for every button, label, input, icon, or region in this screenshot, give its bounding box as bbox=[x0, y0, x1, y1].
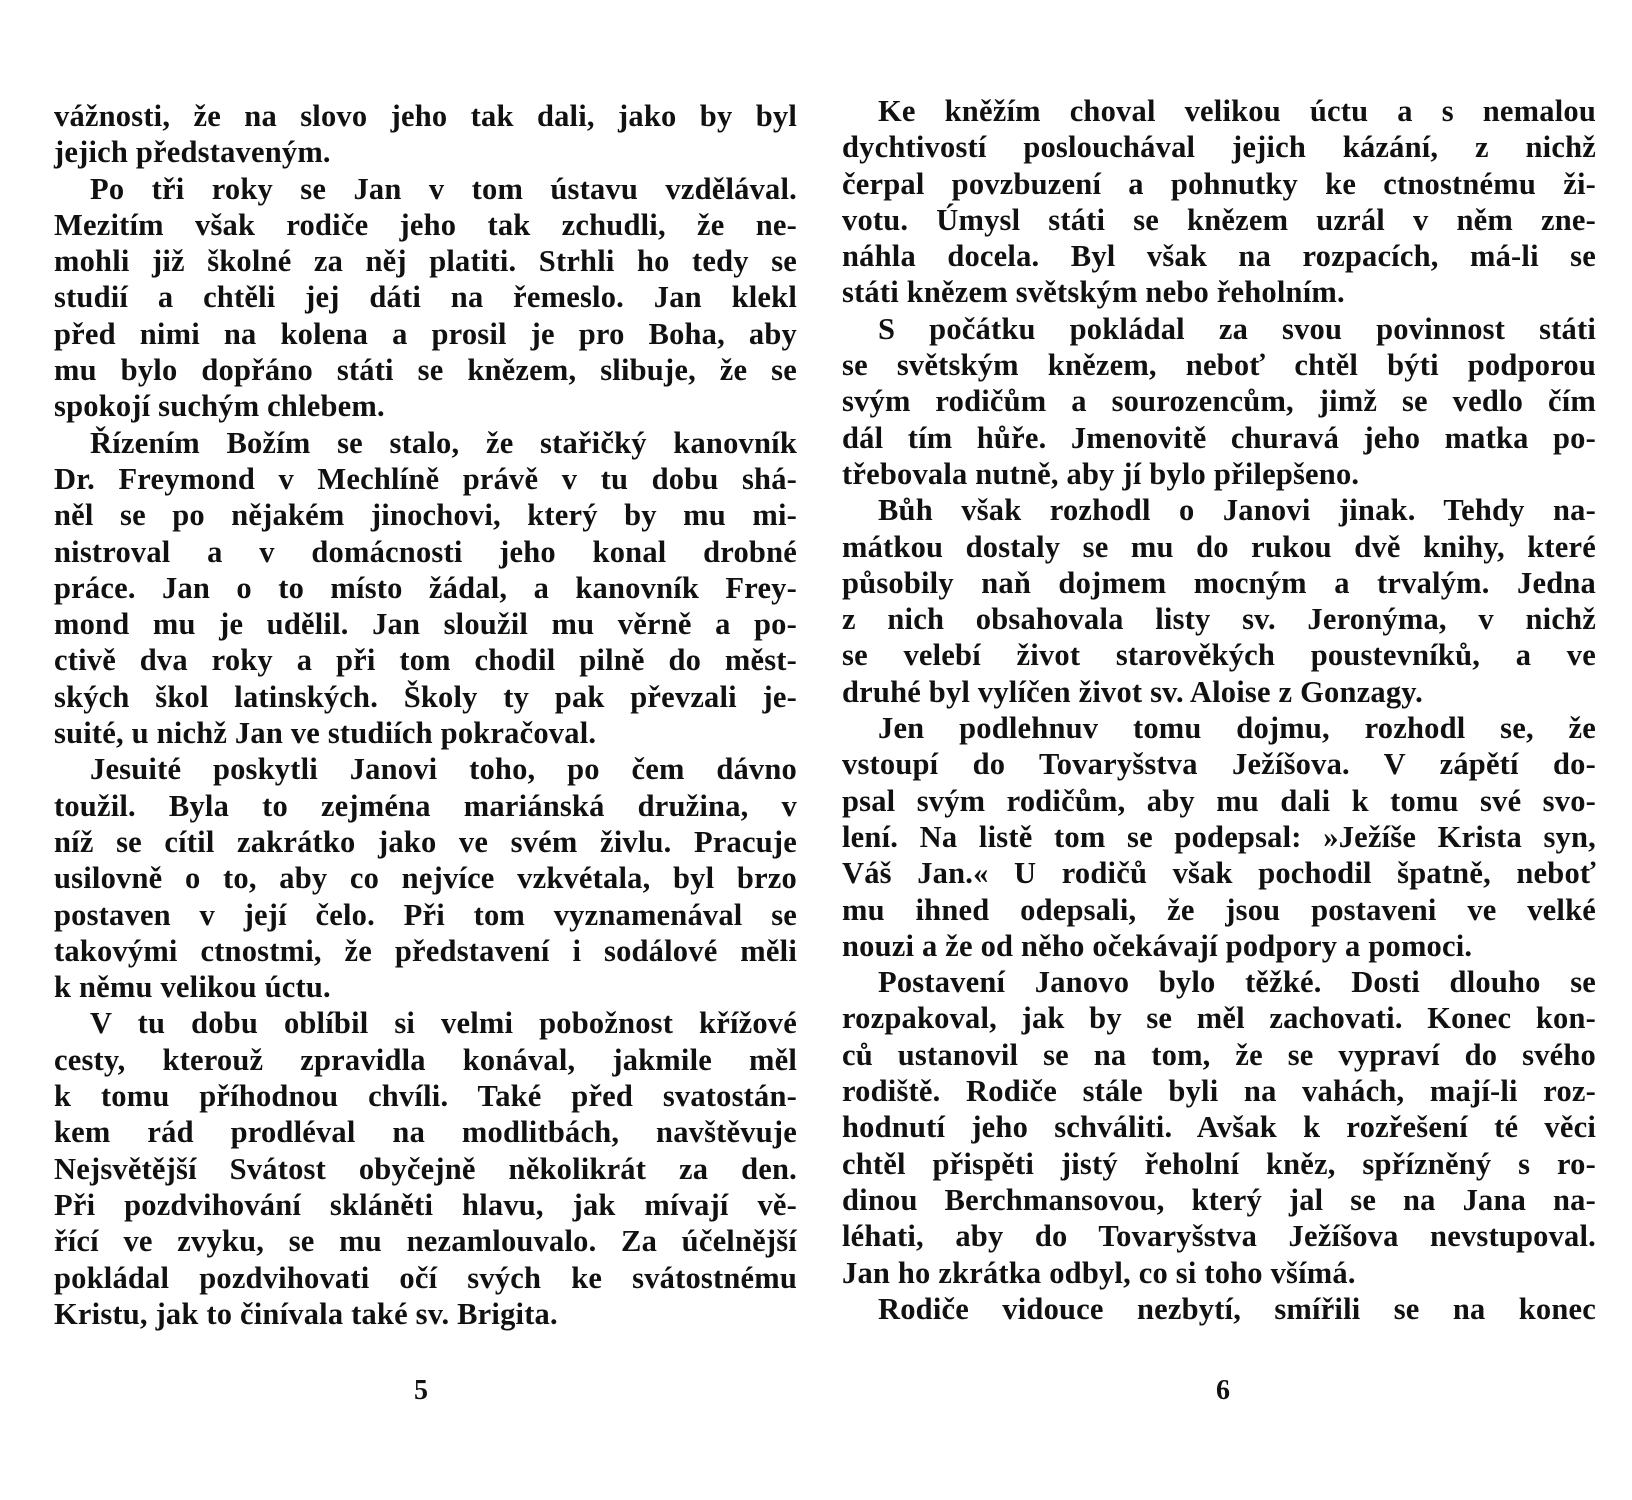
text-line: Rodiče vidouce nezbytí, smířili se na konec bbox=[878, 1291, 1596, 1326]
text-line: se světským knězem, neboť chtěl býti podporou bbox=[842, 348, 1596, 383]
text-line: studií a chtěli jej dáti na řemeslo. Jan klekl bbox=[54, 280, 797, 315]
text-line: k němu velikou úctu. bbox=[54, 970, 331, 1005]
text-line: Postavení Janovo bylo těžké. Dosti dlouho se bbox=[878, 965, 1596, 1000]
text-line: jejich představeným. bbox=[54, 135, 331, 170]
text-line: usilovně o to, aby co nejvíce vzkvétala, byl brzo bbox=[54, 861, 797, 896]
text-line: Nejsvětější Svátost obyčejně několikrát za den. bbox=[54, 1151, 797, 1186]
text-line: hodnutí jeho schváliti. Avšak k rozřešení té věci bbox=[842, 1110, 1596, 1145]
left-page-text bbox=[54, 98, 797, 1332]
text-line: Při pozdvihování skláněti hlavu, jak mívají vě- bbox=[54, 1187, 797, 1222]
text-line: k tomu příhodnou chvíli. Také před svatostán- bbox=[54, 1079, 797, 1114]
paragraph bbox=[54, 751, 797, 1005]
text-line: takovými ctnostmi, že představení i sodálové měli bbox=[54, 933, 797, 968]
text-line: nistroval a v domácnosti jeho konal drobné bbox=[54, 534, 797, 569]
text-line: Jesuité poskytli Janovi toho, po čem dávno bbox=[90, 752, 797, 787]
text-line: ských škol latinských. Školy ty pak převzali je- bbox=[54, 679, 797, 714]
text-line: ců ustanovil se na tom, že se vypraví do svého bbox=[842, 1037, 1596, 1072]
text-line: něl se po nějakém jinochovi, který by mu mi- bbox=[54, 498, 797, 533]
paragraph bbox=[842, 492, 1596, 710]
paragraph bbox=[54, 1005, 797, 1332]
text-line: Mezitím však rodiče jeho tak zchudli, že ne- bbox=[54, 207, 797, 242]
text-line: Dr. Freymond v Mechlíně právě v tu dobu shá- bbox=[54, 461, 797, 496]
text-line: mohli již školné za něj platiti. Strhli ho tedy se bbox=[54, 244, 797, 279]
text-line: vstoupí do Tovaryšstva Ježíšova. V zápětí do- bbox=[842, 747, 1596, 782]
text-line: votu. Úmysl státi se knězem uzrál v něm zne- bbox=[842, 202, 1596, 237]
paragraph bbox=[842, 311, 1596, 492]
text-line: působily naň dojmem mocným a trvalým. Jedna bbox=[842, 565, 1596, 600]
text-line: Jan ho zkrátka odbyl, co si toho všímá. bbox=[842, 1255, 1356, 1290]
text-line: Váš Jan.« U rodičů však pochodil špatně, neboť bbox=[842, 856, 1596, 891]
text-line: V tu dobu oblíbil si velmi pobožnost křížové bbox=[90, 1006, 797, 1041]
text-line: dinou Berchmansovou, který jal se na Jana na- bbox=[842, 1182, 1596, 1217]
text-line: Kristu, jak to činívala také sv. Brigita. bbox=[54, 1296, 558, 1331]
text-line: třebovala nutně, aby jí bylo přilepšeno. bbox=[842, 456, 1360, 491]
page-number-left: 5 bbox=[414, 1375, 428, 1406]
text-line: řící ve zvyku, se mu nezamlouvalo. Za účelnější bbox=[54, 1224, 797, 1259]
text-line: vážnosti, že na slovo jeho tak dali, jako by byl bbox=[54, 99, 797, 133]
right-page-text bbox=[842, 93, 1596, 1327]
text-line: lení. Na listě tom se podepsal: »Ježíše Krista syn, bbox=[842, 819, 1596, 854]
text-line: mu bylo dopřáno státi se knězem, slibuje, že se bbox=[54, 353, 797, 388]
paragraph bbox=[842, 1291, 1596, 1327]
paragraph bbox=[54, 425, 797, 752]
text-line: postaven v její čelo. Při tom vyznamenával se bbox=[54, 897, 797, 932]
text-line: státi knězem světským nebo řeholním. bbox=[842, 275, 1345, 310]
text-line: spokojí suchým chlebem. bbox=[54, 389, 385, 424]
text-line: toužil. Byla to zejména mariánská družina, v bbox=[54, 788, 797, 823]
text-line: Jen podlehnuv tomu dojmu, rozhodl se, že bbox=[878, 711, 1596, 746]
text-line: Ke kněžím choval velikou úctu a s nemalou bbox=[878, 94, 1596, 128]
text-line: dychtivostí poslouchával jejich kázání, z nichž bbox=[842, 130, 1596, 165]
text-line: před nimi na kolena a prosil je pro Boha, aby bbox=[54, 316, 797, 351]
text-line: léhati, aby do Tovaryšstva Ježíšova nevstupoval. bbox=[842, 1219, 1596, 1254]
page-number-right: 6 bbox=[1216, 1375, 1230, 1406]
text-line: rodiště. Rodiče stále byli na vahách, mají-li roz- bbox=[842, 1074, 1596, 1109]
text-line: Bůh však rozhodl o Janovi jinak. Tehdy na- bbox=[878, 493, 1596, 528]
text-line: z nich obsahovala listy sv. Jeronýma, v nichž bbox=[842, 602, 1596, 637]
text-line: pokládal pozdvihovati očí svých ke svátostnému bbox=[54, 1260, 797, 1295]
text-line: druhé byl vylíčen život sv. Aloise z Gonzagy. bbox=[842, 674, 1423, 709]
text-line: svým rodičům a sourozencům, jimž se vedlo čím bbox=[842, 384, 1596, 419]
text-line: níž se cítil zakrátko jako ve svém živlu. Pracuje bbox=[54, 824, 797, 859]
text-line: náhla docela. Byl však na rozpacích, má-li se bbox=[842, 239, 1596, 274]
text-line: čerpal povzbuzení a pohnutky ke ctnostnému ži- bbox=[842, 166, 1596, 201]
text-line: Po tři roky se Jan v tom ústavu vzdělával. bbox=[90, 171, 797, 206]
text-line: S počátku pokládal za svou povinnost státi bbox=[878, 311, 1596, 346]
text-line: ctivě dva roky a při tom chodil pilně do měst- bbox=[54, 643, 797, 678]
text-line: nouzi a že od něho očekávají podpory a pomoci. bbox=[842, 928, 1473, 963]
text-line: psal svým rodičům, aby mu dali k tomu své svo- bbox=[842, 783, 1596, 818]
text-line: Řízením Božím se stalo, že stařičký kanovník bbox=[90, 425, 797, 460]
text-line: cesty, kterouž zpravidla konával, jakmile měl bbox=[54, 1042, 797, 1077]
text-line: práce. Jan o to místo žádal, a kanovník Frey- bbox=[54, 570, 797, 605]
text-line: mond mu je udělil. Jan sloužil mu věrně a po- bbox=[54, 607, 797, 642]
text-line: mátkou dostaly se mu do rukou dvě knihy, které bbox=[842, 529, 1596, 564]
text-line: chtěl přispěti jistý řeholní kněz, spřízněný s ro- bbox=[842, 1146, 1596, 1181]
text-line: suité, u nichž Jan ve studiích pokračoval. bbox=[54, 716, 597, 751]
text-line: se velebí život starověkých poustevníků, a ve bbox=[842, 638, 1596, 673]
paragraph bbox=[842, 93, 1596, 311]
text-line: rozpakoval, jak by se měl zachovati. Konec kon- bbox=[842, 1001, 1596, 1036]
paragraph bbox=[54, 171, 797, 425]
text-line: dál tím hůře. Jmenovitě churavá jeho matka po- bbox=[842, 420, 1596, 455]
text-line: mu ihned odepsali, že jsou postaveni ve velké bbox=[842, 892, 1596, 927]
text-line: kem rád prodléval na modlitbách, navštěvuje bbox=[54, 1115, 797, 1150]
paragraph bbox=[842, 964, 1596, 1291]
paragraph bbox=[54, 98, 797, 171]
paragraph bbox=[842, 710, 1596, 964]
